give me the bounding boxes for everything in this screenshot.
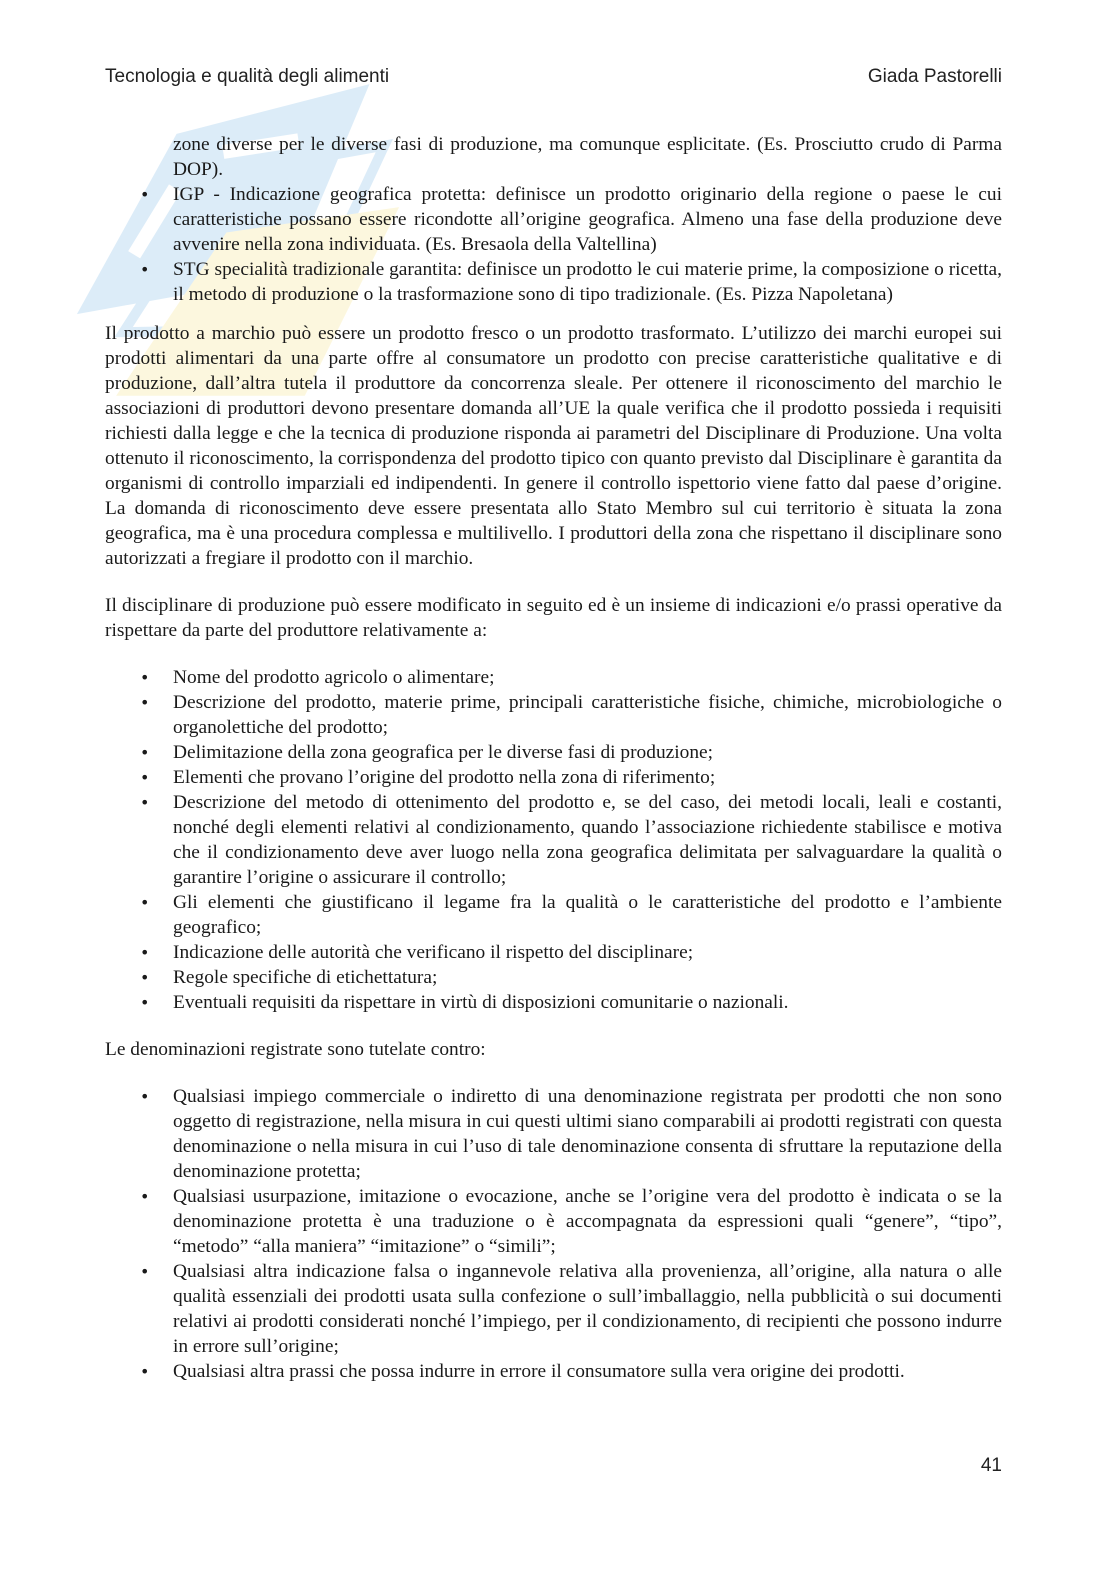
list-item: • Gli elementi che giustificano il legame fra la qualità o le caratteristiche del prodotto e l’ambiente geografico;	[105, 890, 1002, 940]
header-course-title: Tecnologia e qualità degli alimenti	[105, 66, 390, 87]
list-item: • Qualsiasi usurpazione, imitazione o evocazione, anche se l’origine vera del prodotto è indicata o se la denominazione protetta è una traduzione o è accompagnata da espressioni quali “genere”, “tipo”, “metodo” “alla maniera” “imitazione” o “simili”;	[105, 1184, 1002, 1259]
page-body	[105, 132, 1002, 1384]
tutela-list	[105, 1084, 1002, 1384]
list-item: • Nome del prodotto agricolo o alimentare;	[105, 665, 1002, 690]
paragraph-tutela: Le denominazioni registrate sono tutelate contro:	[105, 1039, 486, 1060]
paragraph-marchio: Il prodotto a marchio può essere un prodotto fresco o un prodotto trasformato. L’utilizzo dei marchi europei sui prodotti alimentari da una parte offre al consumatore un prodotto con precise caratteristiche qualitative e di produzione, dall’altra tutela il produttore da concorrenza sleale. Per ottenere il riconoscimento del marchio le associazioni di produttori devono presentare domanda all’UE la quale verifica che il prodotto possieda i requisiti richiesti dalla legge e che la tecnica di produzione risponda ai parametri del Disciplinare di Produzione. Una volta ottenuto il riconoscimento, la corrispondenza del prodotto tipico con quanto previsto dal Disciplinare è garantita da organismi di controllo imparziali ed indipendenti. In genere il controllo ispettorio viene fatto dal paese d’origine. La domanda di riconoscimento deve essere presentata allo Stato Membro sul cui territorio è situata la zona geografica, ma è una procedura complessa e multilivello. I produttori della zona che rispettano il disciplinare sono autorizzati a fregiare il prodotto con il marchio.	[105, 323, 1002, 569]
list-item: • Descrizione del metodo di ottenimento del prodotto e, se del caso, dei metodi locali, leali e costanti, nonché degli elementi relativi al condizionamento, quando l’associazione richiedente stabilisce e motiva che il condizionamento deve aver luogo nella zona geografica delimitata per salvaguardare la qualità o garantire l’origine o assicurare il controllo;	[105, 790, 1002, 890]
list-item: • Delimitazione della zona geografica per le diverse fasi di produzione;	[105, 740, 1002, 765]
header-author: Giada Pastorelli	[867, 66, 1002, 87]
list-item: • Qualsiasi impiego commerciale o indiretto di una denominazione registrata per prodotti che non sono oggetto di registrazione, nella misura in cui questi ultimi siano comparabili ai prodotti registrati con questa denominazione o nella misura in cui l’uso di tale denominazione consenta di sfruttare la reputazione della denominazione protetta;	[105, 1084, 1002, 1184]
list-item: • Elementi che provano l’origine del prodotto nella zona di riferimento;	[105, 765, 1002, 790]
list-item-igp: • IGP - Indicazione geografica protetta: definisce un prodotto originario della regione o paese le cui caratteristiche possano essere ricondotte all’origine geografica. Almeno una fase della produzione deve avvenire nella zona individuata. (Es. Bresaola della Valtellina)	[105, 182, 1002, 257]
paragraph-disciplinare: Il disciplinare di produzione può essere modificato in seguito ed è un insieme di indicazioni e/o prassi operative da rispettare da parte del produttore relativamente a:	[105, 595, 1002, 641]
page-header	[105, 66, 1002, 88]
list-item: • Qualsiasi altra indicazione falsa o ingannevole relativa alla provenienza, all’origine, alla natura o alle qualità essenziali dei prodotti usata sulla confezione o sull’imballaggio, nella pubblicità o sui documenti relativi ai prodotti considerati nonché l’impiego, per il condizionamento, di recipienti che possono indurre in errore sull’origine;	[105, 1259, 1002, 1359]
disciplinare-list	[105, 665, 1002, 1015]
list-item: • Qualsiasi altra prassi che possa indurre in errore il consumatore sulla vera origine dei prodotti.	[105, 1359, 1002, 1384]
list-item: • Regole specifiche di etichettatura;	[105, 965, 1002, 990]
list-item: • Eventuali requisiti da rispettare in virtù di disposizioni comunitarie o nazionali.	[105, 990, 1002, 1015]
list-item: • Descrizione del prodotto, materie prime, principali caratteristiche fisiche, chimiche, microbiologiche o organolettiche del prodotto;	[105, 690, 1002, 740]
marks-list	[105, 182, 1002, 307]
page-number: 41	[980, 1455, 1002, 1476]
continued-list-item: zone diverse per le diverse fasi di produzione, ma comunque esplicitate. (Es. Prosciutto crudo di Parma DOP).	[173, 134, 1002, 180]
list-item-stg: • STG specialità tradizionale garantita: definisce un prodotto le cui materie prime, la composizione o ricetta, il metodo di produzione o la trasformazione sono di tipo tradizionale. (Es. Pizza Napoletana)	[105, 257, 1002, 307]
list-item: • Indicazione delle autorità che verificano il rispetto del disciplinare;	[105, 940, 1002, 965]
